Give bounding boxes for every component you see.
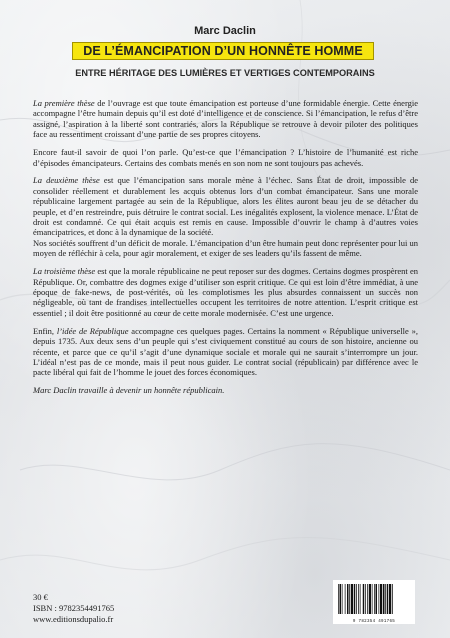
barcode-bar bbox=[374, 584, 375, 614]
republic-text: accompagne ces quelques pages. Certains la nomment « République universelle », depuis 1735. Aux deux sens d’un peuple qui s’est civiquement constitué au cours de son histoire, ancienne ou récente, et parce que ce qu’il s’agit d’une dynamique sociale et morale qui ne saurait s’interrompre un jour. L’idéal n’est pas de ce monde, mais il peut nous guider. Le contrat social (républicain) par différence avec le pacte libéral qui fait de l’homme le jouet des forces économiques. bbox=[33, 325, 418, 378]
barcode-bar bbox=[363, 584, 365, 614]
third-thesis-label: La troisième thèse bbox=[33, 266, 96, 277]
barcode-bar bbox=[338, 584, 339, 614]
barcode-bar bbox=[376, 584, 378, 614]
third-thesis-text: est que la morale républicaine ne peut reposer sur des dogmes. Certains dogmes prospèrent en République. Or, combattre des dogmes exige d’utiliser son esprit critique. Ce qui est loin d’être immédiat, à une époque de fake-news, de post-vérités, où les complotismes les plus absurdes connaissent un succès non négligeable, où tant de frandises intellectuelles occupent les territoires de notre attention. L’esprit critique est essentiel ; il doit être positionné au cœur de cette morale modernisée. C’est une urgence. bbox=[33, 266, 418, 318]
republic-intro: Enfin, bbox=[33, 325, 57, 336]
barcode-bar bbox=[365, 584, 366, 614]
barcode-bar bbox=[372, 584, 373, 614]
barcode-bar bbox=[367, 584, 368, 614]
author-name: Marc Daclin bbox=[194, 25, 256, 37]
author-note bbox=[33, 385, 418, 395]
barcode-bar bbox=[345, 584, 346, 614]
paragraph-morality-deficit: Nos sociétés souffrent d’un déficit de morale. L’émancipation d’un être humain peut donc représenter pour lui un moyen de réfléchir à cela, pour agir moralement, et exiger de ses leaders qu’ils fassent de même. bbox=[33, 237, 418, 259]
paragraph-first-thesis bbox=[33, 98, 418, 140]
barcode-bar bbox=[347, 584, 349, 614]
first-thesis-label: La première thèse bbox=[33, 98, 95, 108]
barcode-bar bbox=[385, 584, 386, 614]
second-thesis-text: est que l’émancipation sans morale mène à l’échec. Sans État de droit, impossible de consolider réellement et durablement les acquis obtenus lors d’un combat émancipateur. Sans une morale républicaine largement partagée au sein de la République, alors les élites auront beau jeu de se détacher du peuple, et d’en restreindre, puis détruire le contrat social. Les inégalités explosent, la violence menace. L’État de droit est condamné. Ce qui était acquis est remis en cause. Impossible d’ouvrir le champ à d’autres voies émancipatrices, et donc à la dynamique de la société. bbox=[33, 175, 418, 238]
author-note-text: Marc Daclin travaille à devenir un honnête républicain. bbox=[33, 385, 225, 396]
first-thesis-text: de l’ouvrage est que toute émancipation est porteuse d’une formidable énergie. Cette énergie accompagne l’être humain depuis qu’il est doté d’intelligence et de conscience. Si l’émancipation, le refus d’être assigné, l’aspiration à la liberté sont contrariés, alors la République se retrouve à devoir piloter des politiques face au ressentiment croissant d’une partie de ses propres citoyens. bbox=[33, 98, 419, 140]
barcode-bar bbox=[379, 584, 380, 614]
republic-label: l’idée de République bbox=[56, 325, 129, 336]
barcode-bar bbox=[358, 584, 359, 614]
barcode-bar bbox=[389, 584, 391, 614]
barcode-bar bbox=[369, 584, 371, 614]
book-subtitle: ENTRE HÉRITAGE DES LUMIÈRES ET VERTIGES CONTEMPORAINS bbox=[75, 68, 375, 78]
book-title: DE L’ÉMANCIPATION D’UN HONNÊTE HOMME bbox=[72, 42, 374, 60]
barcode-bar bbox=[387, 584, 389, 614]
barcode-bar bbox=[349, 584, 350, 614]
barcode-bar bbox=[383, 584, 385, 614]
paragraph-emancipation: Encore faut-il savoir de quoi l’on parle. Qu’est-ce que l’émancipation ? L’histoire de l’humanité est riche d’épisodes émancipateurs. Certains des combats menés en son nom ne sont toujours pas achevés. bbox=[33, 147, 418, 168]
barcode-bar bbox=[351, 584, 353, 614]
second-thesis-label: La deuxième thèse bbox=[33, 175, 100, 186]
barcode-bar bbox=[356, 584, 357, 614]
isbn-barcode bbox=[333, 580, 415, 624]
paragraph-third-thesis bbox=[33, 266, 418, 318]
barcode-bars bbox=[333, 580, 415, 618]
barcode-digits: 9 782354 491765 bbox=[352, 620, 396, 624]
price: 30 € bbox=[33, 592, 48, 602]
publication-info bbox=[33, 592, 114, 625]
barcode-bar bbox=[354, 584, 356, 614]
paragraph-second-thesis bbox=[33, 175, 418, 237]
barcode-bar bbox=[340, 584, 342, 614]
barcode-bar bbox=[392, 584, 393, 614]
paragraph-republic-idea bbox=[33, 326, 418, 378]
barcode-bar bbox=[360, 584, 361, 614]
publisher-website: www.editionsdupalio.fr bbox=[33, 614, 114, 624]
barcode-bar bbox=[342, 584, 343, 614]
back-cover-text bbox=[33, 98, 418, 403]
barcode-bar bbox=[380, 584, 382, 614]
isbn: ISBN : 9782354491765 bbox=[33, 603, 115, 613]
